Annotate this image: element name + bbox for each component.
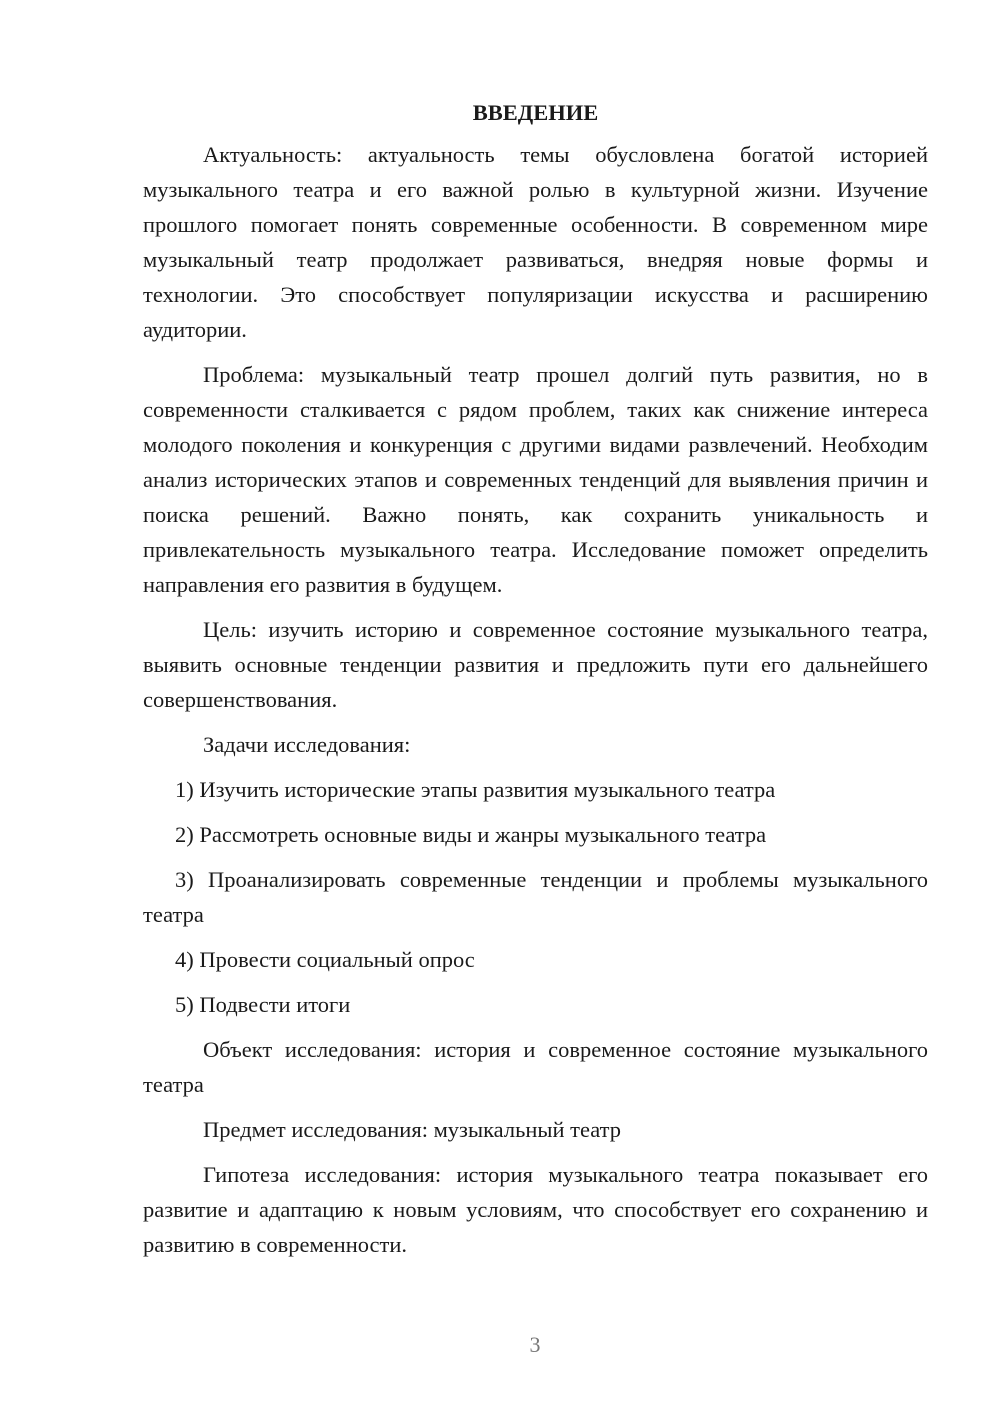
task-item-5: 5) Подвести итоги [175, 992, 351, 1017]
relevance-paragraph: Актуальность: актуальность темы обусловлена богатой историей музыкального театра и его важной ролью в культурной жизни. Изучение прошлого помогает понять современные особенности. В современном мире музыкальный театр продолжает развиваться, внедряя новые формы и технологии. Это способствует популяризации искусства и расширению аудитории. [143, 142, 928, 342]
task-item-1: 1) Изучить исторические этапы развития музыкального театра [175, 777, 776, 802]
subject-paragraph: Предмет исследования: музыкальный театр [203, 1117, 622, 1142]
task-item-2: 2) Рассмотреть основные виды и жанры музыкального театра [175, 822, 767, 847]
problem-paragraph: Проблема: музыкальный театр прошел долгий путь развития, но в современности сталкивается с рядом проблем, таких как снижение интереса молодого поколения и конкуренция с другими видами развлечений. Необходим анализ исторических этапов и современных тенденций для выявления причин и поиска решений. Важно понять, как сохранить уникальность и привлекательность музыкального театра. Исследование поможет определить направления его развития в будущем. [143, 362, 928, 597]
object-paragraph: Объект исследования: история и современное состояние музыкального театра [143, 1037, 928, 1097]
tasks-heading: Задачи исследования: [203, 732, 411, 757]
task-item-4: 4) Провести социальный опрос [175, 947, 475, 972]
hypothesis-paragraph: Гипотеза исследования: история музыкального театра показывает его развитие и адаптацию к новым условиям, что способствует его сохранению и развитию в современности. [143, 1162, 928, 1257]
goal-paragraph: Цель: изучить историю и современное состояние музыкального театра, выявить основные тенденции развития и предложить пути его дальнейшего совершенствования. [143, 617, 928, 712]
task-item-3: 3) Проанализировать современные тенденции и проблемы музыкального театра [143, 867, 928, 927]
section-title: ВВЕДЕНИЕ [472, 100, 599, 125]
page-number: 3 [529, 1332, 541, 1357]
document-page [143, 95, 928, 1272]
